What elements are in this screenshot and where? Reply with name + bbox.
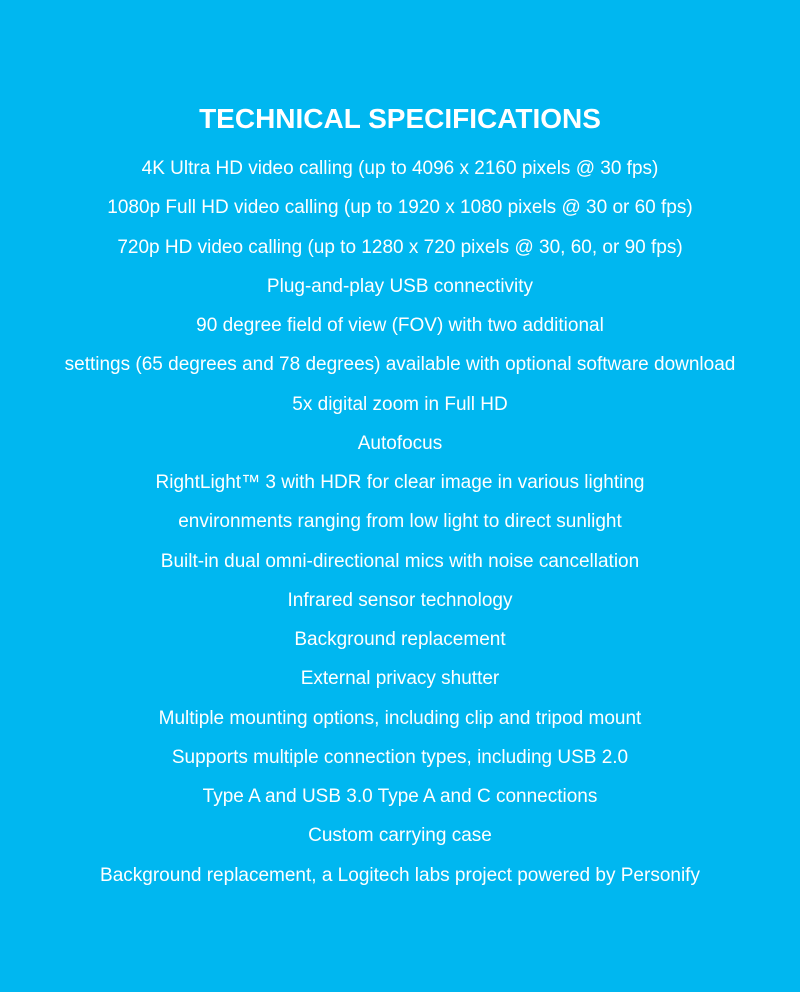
- spec-line-connection: Supports multiple connection types, including USB 2.0: [171, 746, 629, 768]
- spec-line-720p: 720p HD video calling (up to 1280 x 720 pixels @ 30, 60, or 90 fps): [117, 236, 683, 258]
- spec-line-shutter: External privacy shutter: [300, 668, 500, 690]
- spec-line-background: Background replacement: [294, 629, 506, 650]
- spec-line-mounting: Multiple mounting options, including clip and tripod mount: [158, 707, 642, 729]
- spec-list: [0, 149, 800, 895]
- spec-line-lighting: environments ranging from low light to direct sunlight: [178, 511, 622, 533]
- spec-line-zoom: 5x digital zoom in Full HD: [292, 393, 508, 415]
- spec-line-rightlight: RightLight™ 3 with HDR for clear image in various lighting: [155, 472, 645, 493]
- page-title: TECHNICAL SPECIFICATIONS: [199, 103, 601, 134]
- spec-line-fov-settings: settings (65 degrees and 78 degrees) available with optional software download: [64, 354, 736, 376]
- spec-line-autofocus: Autofocus: [357, 432, 443, 454]
- spec-line-infrared: Infrared sensor technology: [287, 589, 513, 611]
- spec-line-1080p: 1080p Full HD video calling (up to 1920 x 1080 pixels @ 30 or 60 fps): [107, 197, 693, 219]
- spec-line-connection-types: Type A and USB 3.0 Type A and C connections: [202, 786, 598, 807]
- spec-line-mics: Built-in dual omni-directional mics with noise cancellation: [160, 550, 640, 572]
- spec-line-fov: 90 degree field of view (FOV) with two additional: [196, 315, 604, 336]
- spec-line-case: Custom carrying case: [308, 825, 492, 847]
- spec-line-4k: 4K Ultra HD video calling (up to 4096 x 2160 pixels @ 30 fps): [141, 158, 659, 179]
- spec-line-personify: Background replacement, a Logitech labs project powered by Personify: [100, 864, 700, 886]
- spec-line-usb: Plug-and-play USB connectivity: [266, 275, 534, 297]
